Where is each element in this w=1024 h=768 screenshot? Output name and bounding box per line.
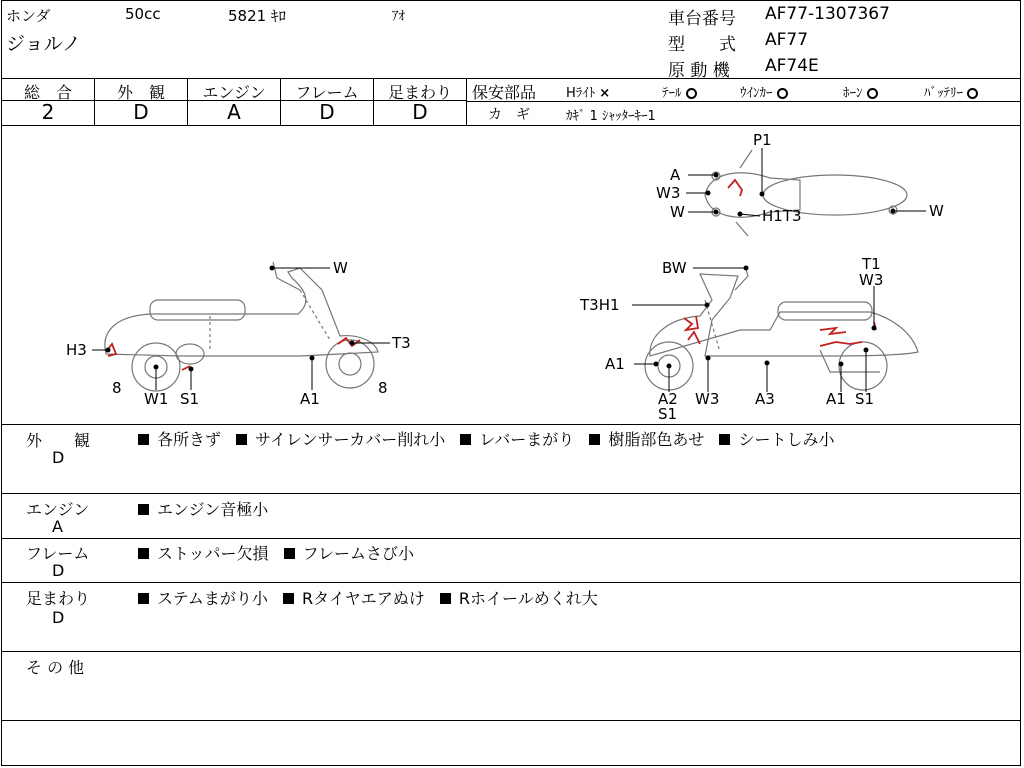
diagram-label: W3 (859, 271, 884, 289)
diagram-label: A2 (658, 390, 678, 408)
diagram-label: T3 (392, 334, 411, 352)
diagram-label: T1 (862, 255, 881, 273)
remark-item: シートしみ小 (738, 430, 835, 449)
section-items-frame (138, 541, 414, 564)
diagram-label: S1 (658, 405, 678, 423)
section-items-suspension (138, 586, 598, 609)
top-scooter-sketch (705, 150, 907, 236)
type-label: 型 式 (668, 35, 736, 55)
grade-value-exterior: D (133, 100, 149, 124)
safety-label: 保安部品 (472, 83, 537, 102)
bullet-square-icon (138, 548, 149, 559)
section-title-frame: フレーム (26, 544, 90, 563)
engine-label: 原 動 機 (668, 61, 730, 81)
section-grade-exterior: D (52, 448, 65, 467)
diagram-label: T3H1 (580, 296, 620, 314)
safety-item-name: ｳｲﾝｶｰ (740, 86, 773, 101)
safety-item-name: ﾃｰﾙ (662, 86, 682, 101)
safety-item-name: Hﾗｲﾄ (566, 86, 596, 101)
diagram-label: W (333, 259, 348, 277)
bullet-square-icon (460, 434, 471, 445)
remark-item: ストッパー欠損 (157, 544, 269, 563)
engine-value: AF74E (765, 56, 819, 76)
diagram-label: S1 (180, 390, 200, 408)
diagram-label: H1T3 (762, 207, 802, 225)
grade-label-exterior: 外 観 (116, 83, 165, 102)
bullet-square-icon (719, 434, 730, 445)
key-value: ｶｷﾞ 1 ｼｬｯﾀｰｷｰ1 (566, 109, 656, 124)
grade-value-overall: 2 (41, 100, 55, 124)
grade-value-engine: A (227, 100, 241, 124)
bullet-square-icon (589, 434, 600, 445)
grade-label-frame: フレーム (295, 83, 359, 102)
left-scooter-sketch (105, 262, 378, 391)
bullet-square-icon (284, 548, 295, 559)
maker: ホンダ (6, 7, 51, 25)
diagram-label: W1 (144, 390, 169, 408)
remark-item: Rタイヤエアぬけ (301, 589, 425, 608)
grade-label-overall: 総 合 (23, 83, 72, 102)
section-line (1, 720, 1021, 721)
mileage: 5821 ｷﾛ (228, 7, 286, 25)
remark-item: フレームさび小 (302, 544, 414, 563)
diagram-label: 8 (378, 379, 388, 397)
remark-item: Rホイールめくれ大 (458, 589, 598, 608)
diagram-label: A1 (826, 390, 846, 408)
safety-status-x: × (599, 86, 611, 101)
bullet-square-icon (138, 593, 149, 604)
bullet-square-icon (283, 593, 294, 604)
displacement: 50cc (125, 5, 161, 23)
diagram-label: BW (662, 259, 687, 277)
diagram-label: W (670, 203, 685, 221)
remark-item: エンジン音極小 (157, 500, 269, 519)
remark-item: 各所きず (157, 430, 222, 449)
remark-item: サイレンサーカバー削れ小 (255, 430, 446, 449)
section-grade-engine: A (52, 517, 63, 536)
remark-item: レバーまがり (479, 430, 575, 449)
section-line (1, 493, 1021, 494)
grade-value-frame: D (319, 100, 335, 124)
diagram-label: W3 (656, 184, 681, 202)
diagram-label: A3 (755, 390, 775, 408)
diagram-label: A1 (300, 390, 320, 408)
section-line (1, 582, 1021, 583)
diagram-label: S1 (855, 390, 875, 408)
section-title-engine: エンジン (26, 500, 90, 519)
grade-value-suspension: D (412, 100, 428, 124)
safety-item-name: ﾎｰﾝ (843, 86, 863, 101)
diagram-label: P1 (753, 131, 772, 149)
bullet-square-icon (440, 593, 451, 604)
diagram-label: H3 (66, 341, 87, 359)
color: ｱｵ (392, 9, 405, 24)
type-value: AF77 (765, 30, 809, 50)
remark-item: 樹脂部色あせ (608, 430, 705, 449)
section-items-engine (138, 497, 268, 520)
section-title-exterior: 外 観 (26, 431, 91, 450)
damage-marks (106, 180, 876, 370)
diagram-label: W3 (695, 390, 720, 408)
diagram-label: A (670, 166, 681, 184)
section-line (1, 651, 1021, 652)
section-grade-suspension: D (52, 608, 65, 627)
bullet-square-icon (138, 434, 149, 445)
grade-label-engine: エンジン (202, 83, 266, 102)
diagram-label: W (929, 202, 944, 220)
diagram-label: A1 (605, 355, 625, 373)
section-title-other: そ の 他 (26, 658, 85, 677)
section-items-exterior (138, 427, 834, 450)
section-line (1, 538, 1021, 539)
safety-item-name: ﾊﾞｯﾃﾘｰ (924, 86, 963, 101)
bullet-square-icon (138, 504, 149, 515)
grade-label-suspension: 足まわり (387, 83, 452, 102)
bullet-square-icon (236, 434, 247, 445)
frame-no: AF77-1307367 (765, 4, 890, 24)
key-label: カ ギ (488, 107, 530, 123)
remark-item: ステムまがり小 (157, 589, 268, 608)
diagram-label: 8 (112, 379, 122, 397)
section-grade-frame: D (52, 561, 65, 580)
section-title-suspension: 足まわり (26, 589, 91, 608)
frame-no-label: 車台番号 (668, 9, 736, 29)
model-name: ジョルノ (6, 33, 81, 55)
